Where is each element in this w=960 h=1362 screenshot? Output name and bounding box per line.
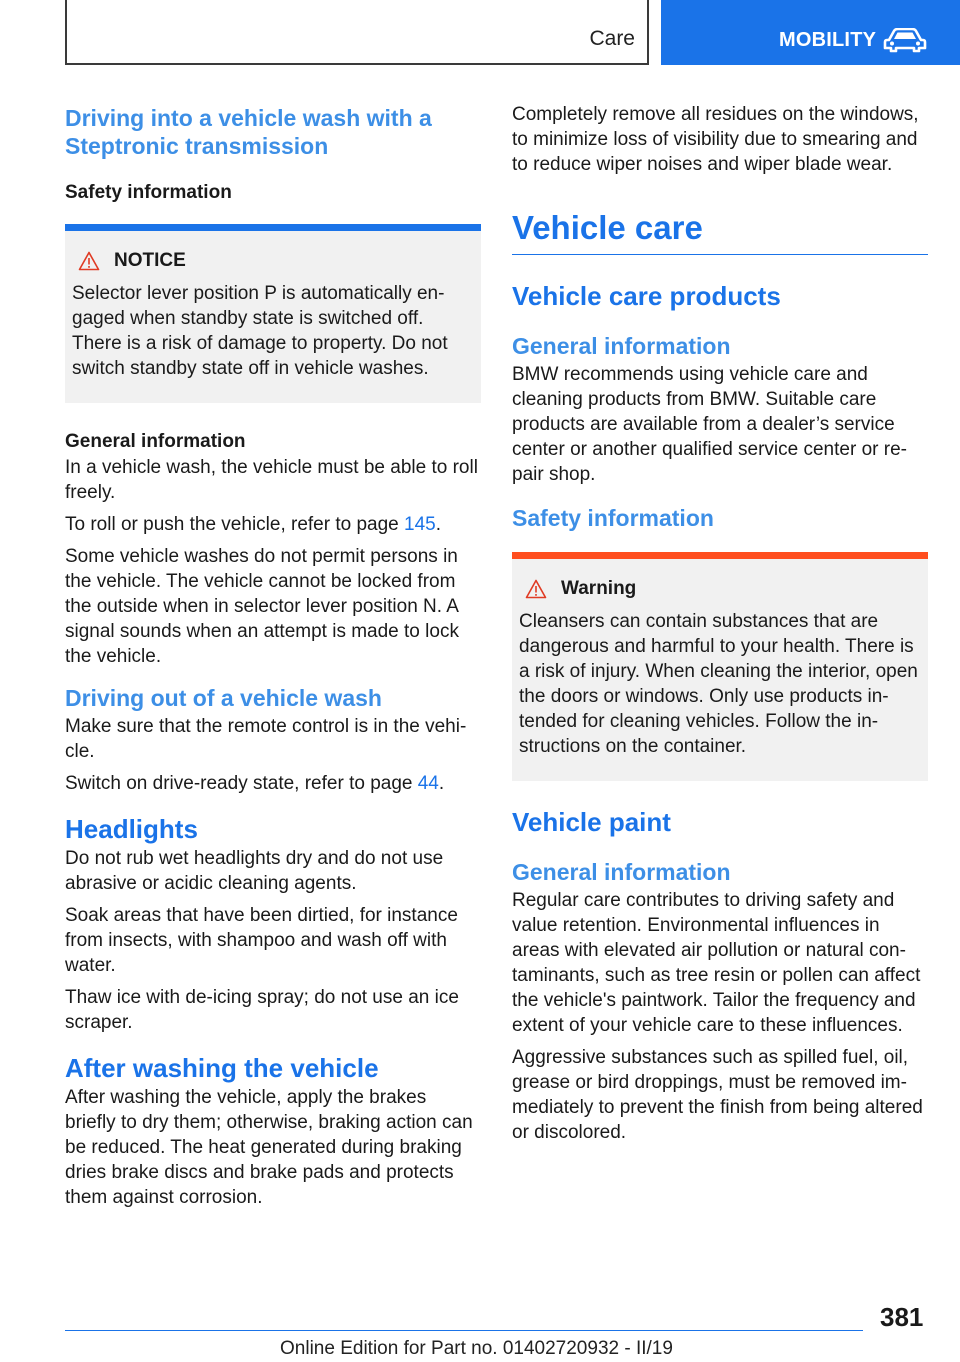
heading-vehicle-wash-steptronic: Driving into a vehicle wash with a Steptronic transmission (65, 105, 432, 159)
heading-safety-information: Safety information (512, 505, 714, 531)
label-safety-information: Safety information (65, 182, 232, 203)
section-rule (512, 254, 928, 255)
left-column (65, 102, 481, 1217)
notice-title-row (72, 249, 473, 273)
paragraph-after-washing: After washing the vehicle, apply the brakes briefly to dry them; otherwise, braking action can be reduced. The heat generated during braking dries brake discs and brake pads and protects them against corrosion. (65, 1087, 473, 1208)
warning-box (512, 552, 928, 781)
page-number: 381 (880, 1302, 924, 1332)
header-chapter-title: MOBILITY (779, 29, 877, 51)
right-column (512, 102, 928, 1152)
heading-general-information-paint: General information (512, 859, 731, 885)
paragraph-headlights-soak: Soak areas that have been dirtied, for instance from insects, with shampoo and wash off with water. (65, 905, 458, 976)
warning-title: Warning (561, 578, 637, 599)
car-icon (883, 28, 927, 54)
paragraph-roll-push: To roll or push the vehicle, refer to page 145. (65, 514, 442, 535)
warning-text: Cleansers can contain substances that are dangerous and harmful to your health. There is a risk of injury. When cleaning the interior, open the doors or windows. Only use products intended for cleaning vehicles. Follow the instructions on the container. (519, 611, 918, 757)
paragraph-aggressive-substances: Aggressive substances such as spilled fuel, oil, grease or bird droppings, must be removed immediately to prevent the finish from being altered or discolored. (512, 1047, 923, 1143)
warning-title-row (519, 577, 920, 601)
paragraph-remove-residues: Completely remove all residues on the windows, to minimize loss of visibility due to smearing and to reduce wiper noises and wiper blade wear. (512, 104, 919, 175)
paragraph-roll-freely: In a vehicle wash, the vehicle must be able to roll freely. (65, 457, 478, 503)
heading-driving-out: Driving out of a vehicle wash (65, 685, 382, 711)
heading-after-washing: After washing the vehicle (65, 1053, 379, 1083)
page-link-44[interactable]: 44 (417, 773, 439, 794)
heading-vehicle-paint: Vehicle paint (512, 807, 671, 837)
paragraph-regular-care: Regular care contributes to driving safety and value retention. Environmental influences in areas with elevated air pollution or natural contaminants, such as tree resin or pollen can affect the vehicle's paintwork. Tailor the frequency and extent of your vehicle care to these influences. (512, 890, 921, 1036)
paragraph-persons-in-vehicle: Some vehicle washes do not permit persons in the vehicle. The vehicle cannot be locked from the outside when in selector lever position N. A signal sounds when an attempt is made to lock the vehicle. (65, 546, 459, 667)
footer-edition: Online Edition for Part no. 01402720932 - II/19 (280, 1338, 673, 1359)
heading-vehicle-care-products: Vehicle care products (512, 281, 781, 311)
footer-rule (65, 1330, 863, 1331)
paragraph-remote-control: Make sure that the remote control is in the vehicle. (65, 716, 467, 762)
header-chapter-tab[interactable] (661, 0, 960, 65)
header-section-title: Care (589, 27, 635, 50)
paragraph-bmw-recommends: BMW recommends using vehicle care and cleaning products from BMW. Suitable care products are available from a dealer’s service center or another qualified service center or repair shop. (512, 364, 907, 485)
notice-bar (65, 224, 481, 231)
paragraph-headlights-ice: Thaw ice with de-icing spray; do not use an ice scraper. (65, 987, 459, 1033)
heading-general-information-care: General information (512, 333, 731, 359)
notice-title: NOTICE (114, 250, 186, 271)
header-section-box (65, 0, 649, 65)
heading-headlights: Headlights (65, 814, 198, 844)
warning-triangle-icon (78, 251, 100, 271)
notice-box (65, 224, 481, 403)
paragraph-headlights-rub: Do not rub wet headlights dry and do not use abrasive or acidic cleaning agents. (65, 848, 444, 894)
label-general-information: General information (65, 431, 246, 452)
page-link-145[interactable]: 145 (404, 514, 436, 535)
paragraph-drive-ready: Switch on drive-ready state, refer to page 44. (65, 773, 445, 794)
warning-triangle-icon (525, 579, 547, 599)
notice-text: Selector lever position P is automatically engaged when standby state is switched off. There is a risk of damage to property. Do not switch standby state off in vehicle washes. (72, 283, 448, 379)
heading-vehicle-care: Vehicle care (512, 209, 703, 246)
warning-bar (512, 552, 928, 559)
